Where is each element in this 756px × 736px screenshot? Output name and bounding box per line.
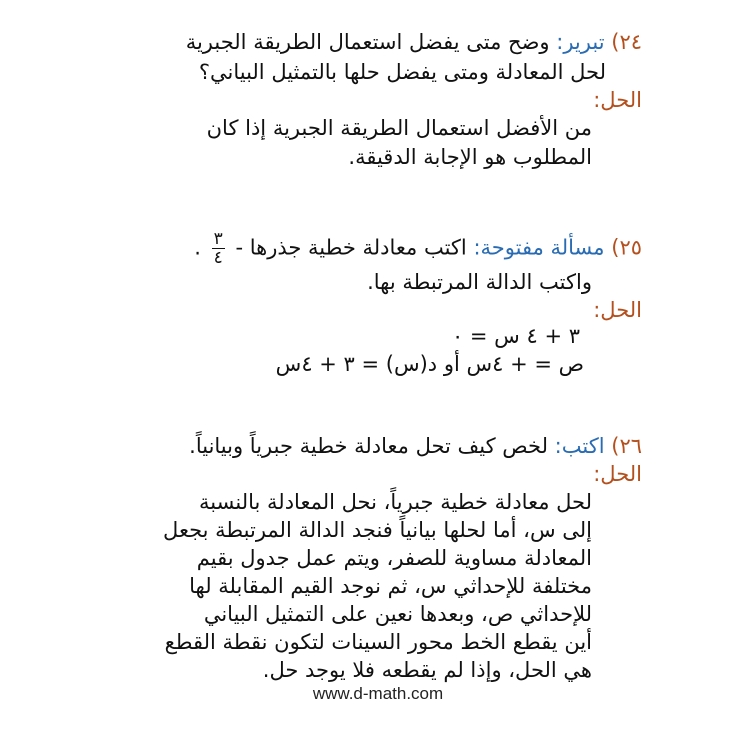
q26-answer-line: لحل معادلة خطية جبرياً، نحل المعادلة بالنسبة	[199, 490, 592, 514]
q25-tag: مسألة مفتوحة:	[473, 235, 605, 260]
q25-fraction	[212, 230, 225, 267]
q26-answer-line: هي الحل، وإذا لم يقطعه فلا يوجد حل.	[262, 658, 592, 682]
q26-text-line1: لخص كيف تحل معادلة خطية جبرياً وبيانياً.	[189, 434, 548, 458]
q26-answer-line: أين يقطع الخط محور السينات لتكون نقطة القطع	[164, 630, 592, 654]
q24-answer-line: المطلوب هو الإجابة الدقيقة.	[348, 145, 592, 169]
q25-solution-label: الحل:	[593, 298, 642, 322]
q25-line1	[194, 230, 642, 267]
q24-text-line1: وضح متى يفضل استعمال الطريقة الجبرية	[185, 30, 550, 54]
q25-text-line1: اكتب معادلة خطية جذرها -	[235, 235, 467, 260]
q26-tag: اكتب:	[554, 434, 605, 458]
q24-line2: لحل المعادلة ومتى يفضل حلها بالتمثيل البياني؟	[198, 60, 606, 84]
q25-fraction-denominator: ٤	[213, 248, 223, 268]
q26-line1	[189, 432, 642, 460]
q24-solution-label: الحل:	[593, 88, 642, 112]
q26-solution-label: الحل:	[593, 462, 642, 486]
q25-text-line1-end: .	[194, 235, 201, 260]
q24-tag: تبرير:	[556, 30, 605, 54]
footer-url: www.d-math.com	[312, 684, 444, 703]
q25-number: ٢٥)	[611, 235, 642, 260]
q25-fraction-numerator: ٣	[213, 229, 223, 249]
q26-answer-line: المعادلة مساوية للصفر، ويتم عمل جدول بقيم	[196, 546, 592, 570]
q25-equation-1: ٣ + ٤ س = ٠	[451, 324, 580, 348]
q25-equation-2: ص = + ٤س أو د(س) = ٣ + ٤س	[275, 352, 584, 376]
q25-line2: واكتب الدالة المرتبطة بها.	[367, 270, 592, 294]
q26-answer-line: للإحداثي ص، وبعدها نعين على التمثيل البياني	[203, 602, 592, 626]
q26-number: ٢٦)	[611, 434, 642, 458]
q24-answer-line: من الأفضل استعمال الطريقة الجبرية إذا كان	[206, 116, 592, 140]
q26-answer-line: مختلفة للإحداثي س، ثم نوجد القيم المقابلة لها	[189, 574, 592, 598]
q24-line1	[186, 28, 642, 56]
q24-number: ٢٤)	[611, 30, 642, 54]
q26-answer-line: إلى س، أما لحلها بيانياً فنجد الدالة المرتبطة بجعل	[163, 518, 592, 542]
